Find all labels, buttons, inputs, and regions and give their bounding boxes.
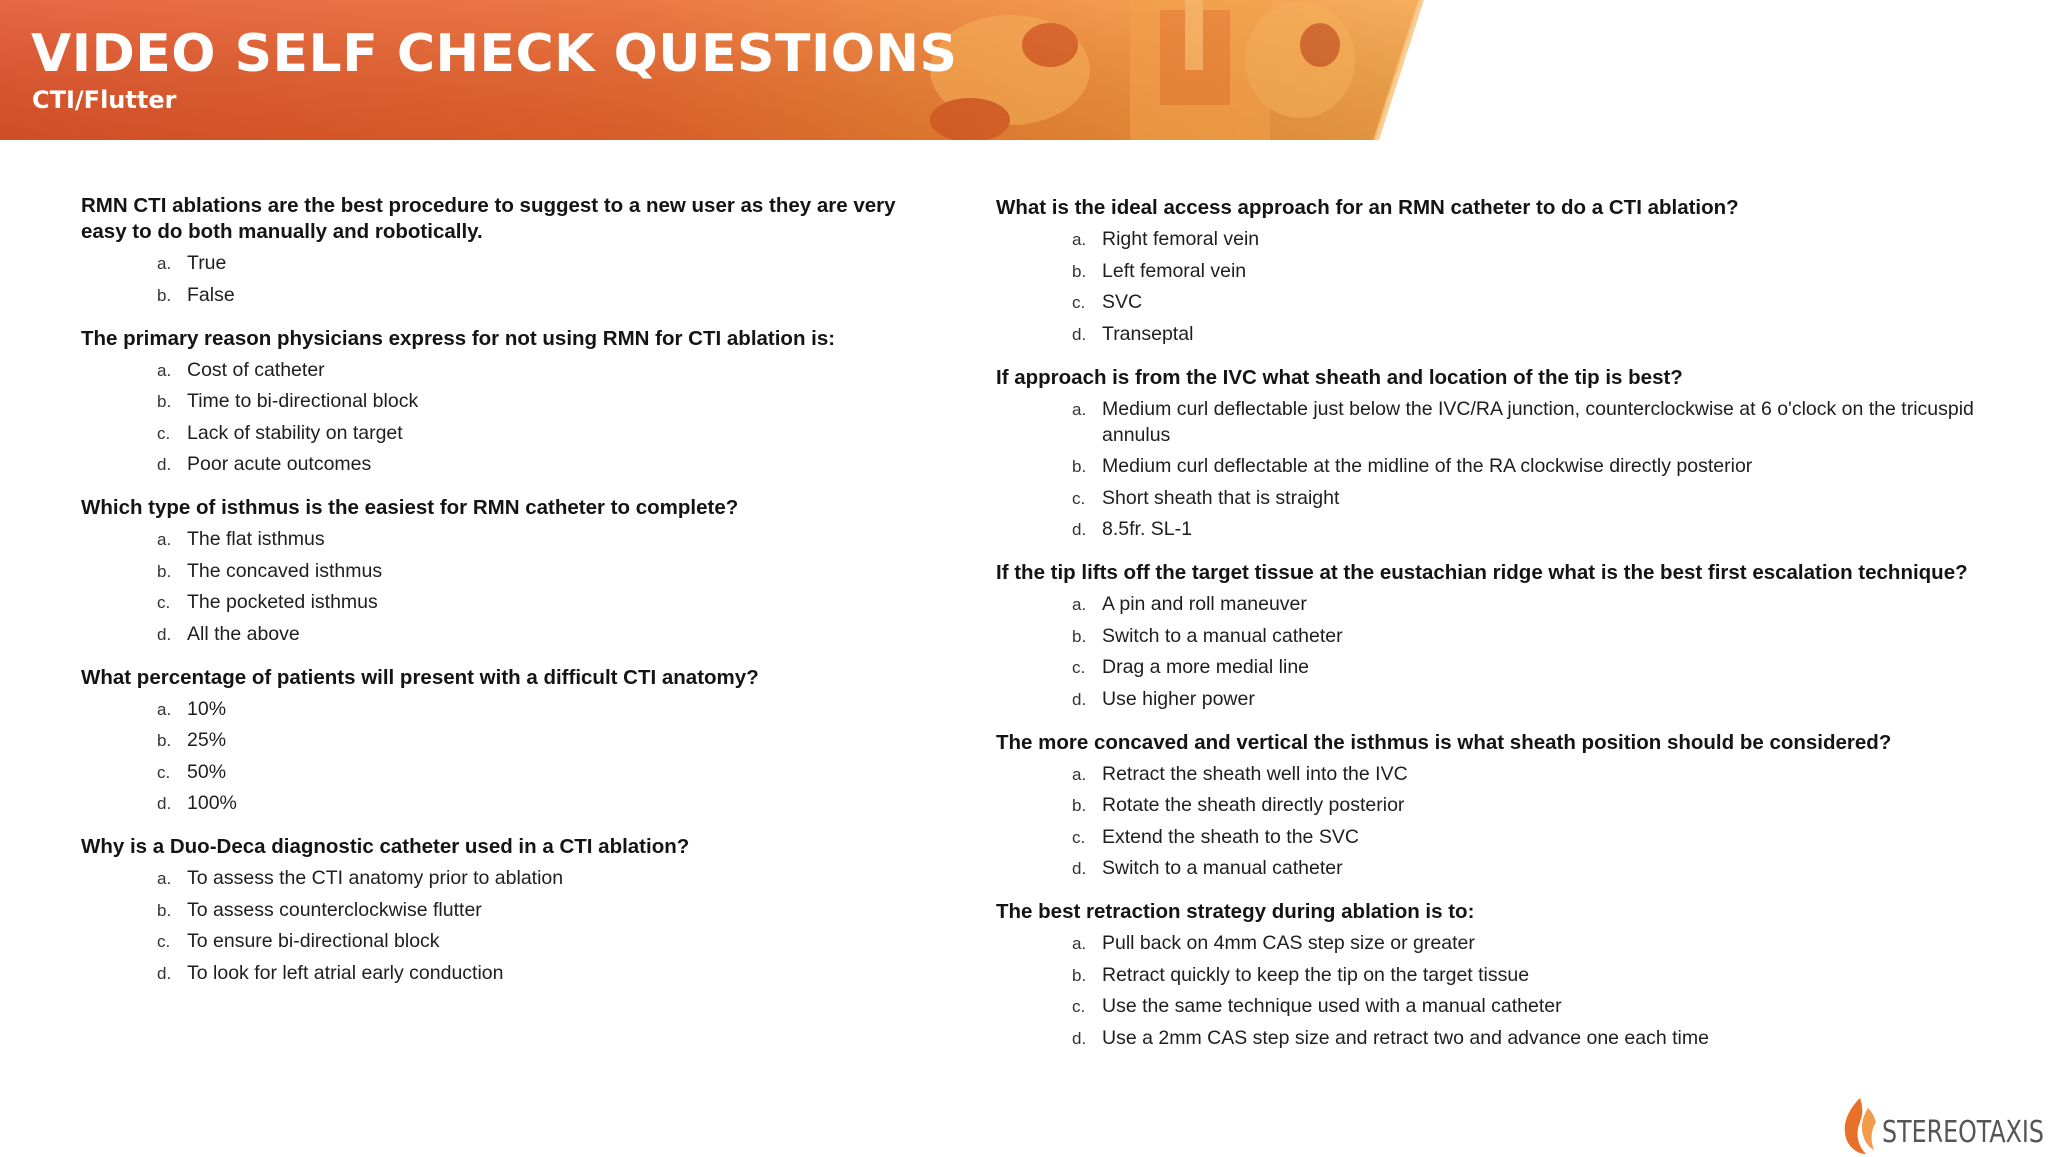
answer-option	[81, 589, 901, 615]
answer-option	[81, 282, 901, 308]
option-letter: a.	[157, 869, 172, 888]
answer-option	[996, 516, 1976, 542]
option-text: To ensure bi-directional block	[187, 930, 440, 952]
option-text: The concaved isthmus	[187, 559, 383, 582]
answer-option	[996, 855, 1976, 881]
option-letter: c.	[157, 932, 171, 951]
question-block	[996, 899, 1976, 1051]
option-letter: c.	[1072, 658, 1086, 677]
option-letter: d.	[1072, 689, 1087, 709]
answer-option	[81, 960, 901, 986]
answer-options-list	[996, 396, 1976, 543]
option-letter: a.	[157, 699, 172, 719]
answer-option	[81, 928, 901, 954]
answer-option	[996, 289, 1976, 315]
answer-options-list	[81, 357, 901, 478]
option-letter: c.	[1072, 997, 1086, 1016]
answer-option	[81, 420, 901, 446]
answer-option	[81, 696, 901, 722]
option-text: Short sheath that is straight	[1102, 486, 1340, 509]
option-text: Switch to a manual catheter	[1102, 857, 1343, 879]
option-letter: c.	[157, 593, 171, 612]
option-text: SVC	[1102, 291, 1143, 313]
answer-option	[81, 621, 901, 647]
option-text: Retract quickly to keep the tip on the target tissue	[1102, 963, 1530, 986]
question-text: If the tip lifts off the target tissue at the eustachian ridge what is the best first escalation technique?	[996, 561, 1968, 584]
answer-option	[996, 792, 1976, 818]
option-text: Use higher power	[1102, 687, 1255, 710]
option-text: 50%	[187, 760, 227, 783]
answer-option	[996, 396, 1976, 448]
answer-options-list	[996, 591, 1976, 712]
option-letter: b.	[1072, 965, 1087, 985]
answer-option	[81, 865, 901, 891]
header-banner	[0, 0, 2048, 140]
option-letter: d.	[157, 624, 172, 644]
option-text: False	[187, 283, 235, 306]
question-text: Which type of isthmus is the easiest for RMN catheter to complete?	[81, 496, 739, 519]
option-text: Drag a more medial line	[1102, 656, 1310, 678]
option-letter: c.	[157, 423, 171, 443]
option-letter: c.	[157, 762, 171, 782]
option-letter: a.	[1072, 934, 1087, 953]
left-question-column	[81, 193, 901, 1004]
answer-option	[996, 226, 1976, 252]
option-text: A pin and roll maneuver	[1102, 593, 1307, 615]
question-text: RMN CTI ablations are the best procedure to suggest to a new user as they are very easy to do both manually and robotically.	[81, 194, 896, 243]
option-text: Use the same technique used with a manual catheter	[1102, 995, 1562, 1017]
option-text: To look for left atrial early conduction	[187, 961, 504, 984]
answer-options-list	[996, 226, 1976, 347]
question-block	[81, 834, 901, 986]
page-title: VIDEO SELF CHECK QUESTIONS	[31, 24, 958, 84]
answer-option	[996, 930, 1976, 956]
option-letter: b.	[1072, 457, 1087, 476]
answer-option	[996, 453, 1976, 479]
option-text: Poor acute outcomes	[187, 453, 372, 475]
option-text: Rotate the sheath directly posterior	[1102, 794, 1405, 816]
option-text: Pull back on 4mm CAS step size or greater	[1102, 932, 1475, 954]
answer-option	[81, 897, 901, 923]
answer-option	[996, 654, 1976, 680]
option-letter: d.	[1072, 1028, 1087, 1048]
question-block	[81, 665, 901, 817]
answer-option	[81, 250, 901, 276]
option-letter: b.	[157, 731, 172, 750]
answer-option	[81, 388, 901, 414]
answer-option	[81, 451, 901, 477]
option-text: True	[187, 252, 227, 274]
answer-option	[81, 558, 901, 584]
option-letter: d.	[157, 455, 172, 474]
answer-option	[81, 526, 901, 552]
option-letter: a.	[1072, 595, 1087, 614]
option-text: 25%	[187, 729, 227, 751]
page-subtitle: CTI/Flutter	[32, 86, 177, 114]
flame-icon	[1845, 1098, 1876, 1154]
option-letter: a.	[157, 530, 172, 549]
answer-options-list	[996, 761, 1976, 882]
question-block	[996, 365, 1976, 543]
option-text: To assess counterclockwise flutter	[187, 898, 482, 921]
option-text: Cost of catheter	[187, 358, 325, 381]
option-letter: c.	[1072, 293, 1086, 312]
option-text: Right femoral vein	[1102, 228, 1260, 250]
option-letter: b.	[157, 392, 172, 411]
option-letter: a.	[1072, 764, 1087, 784]
option-letter: d.	[157, 963, 172, 983]
option-text: Medium curl deflectable at the midline of the RA clockwise directly posterior	[1102, 455, 1753, 477]
question-text: What is the ideal access approach for an RMN catheter to do a CTI ablation?	[996, 196, 1739, 219]
answer-option	[996, 591, 1976, 617]
option-letter: b.	[1072, 796, 1087, 815]
question-text: If approach is from the IVC what sheath and location of the tip is best?	[996, 365, 1683, 389]
question-block	[81, 193, 901, 308]
answer-options-list	[81, 865, 901, 986]
option-letter: a.	[157, 360, 172, 380]
answer-option	[996, 623, 1976, 649]
answer-option	[81, 727, 901, 753]
answer-option	[996, 1025, 1976, 1051]
option-letter: a.	[1072, 230, 1087, 249]
option-letter: d.	[157, 794, 172, 813]
option-letter: b.	[1072, 261, 1087, 281]
question-text: The more concaved and vertical the isthmus is what sheath position should be considered?	[996, 730, 1892, 754]
answer-option	[81, 790, 901, 816]
answer-options-list	[81, 526, 901, 647]
question-block	[81, 326, 901, 478]
option-letter: a.	[1072, 399, 1087, 419]
answer-options-list	[81, 250, 901, 308]
question-block	[996, 560, 1976, 712]
option-text: Extend the sheath to the SVC	[1102, 825, 1359, 848]
question-block	[996, 730, 1976, 882]
question-text: Why is a Duo-Deca diagnostic catheter used in a CTI ablation?	[81, 835, 690, 858]
option-text: The flat isthmus	[187, 528, 325, 550]
option-text: To assess the CTI anatomy prior to ablation	[187, 867, 564, 889]
option-letter: c.	[1072, 488, 1086, 508]
option-letter: b.	[157, 900, 172, 920]
option-letter: b.	[157, 561, 172, 581]
answer-option	[81, 759, 901, 785]
answer-option	[996, 485, 1976, 511]
answer-option	[996, 962, 1976, 988]
option-letter: d.	[1072, 520, 1087, 539]
option-letter: b.	[1072, 626, 1087, 646]
question-text: The best retraction strategy during ablation is to:	[996, 900, 1475, 923]
question-text: The primary reason physicians express for not using RMN for CTI ablation is:	[81, 326, 836, 350]
option-text: 10%	[187, 697, 227, 720]
answer-option	[996, 993, 1976, 1019]
option-text: Switch to a manual catheter	[1102, 624, 1343, 647]
option-text: All the above	[187, 622, 300, 645]
option-letter: a.	[157, 254, 172, 273]
answer-option	[996, 258, 1976, 284]
answer-options-list	[996, 930, 1976, 1051]
option-letter: b.	[157, 285, 172, 305]
stereotaxis-logo	[1838, 1092, 2048, 1156]
option-letter: d.	[1072, 859, 1087, 878]
question-text: What percentage of patients will present with a difficult CTI anatomy?	[81, 665, 759, 689]
option-letter: d.	[1072, 324, 1087, 344]
logo-text: STEREOTAXIS	[1882, 1115, 2044, 1150]
option-text: The pocketed isthmus	[187, 591, 378, 613]
option-text: 100%	[187, 792, 237, 814]
option-text: Time to bi-directional block	[187, 390, 419, 412]
option-text: Transeptal	[1102, 322, 1194, 345]
option-text: Left femoral vein	[1102, 259, 1247, 282]
option-letter: c.	[1072, 827, 1086, 847]
option-text: Lack of stability on target	[187, 421, 403, 444]
question-block	[81, 495, 901, 647]
answer-option	[996, 686, 1976, 712]
answer-option	[996, 321, 1976, 347]
answer-option	[81, 357, 901, 383]
right-question-column	[996, 195, 1976, 1069]
option-text: Medium curl deflectable just below the IVC/RA junction, counterclockwise at 6 o'clock on the tricuspid annulus	[1102, 397, 1974, 446]
option-text: Use a 2mm CAS step size and retract two and advance one each time	[1102, 1026, 1709, 1049]
answer-option	[996, 824, 1976, 850]
option-text: Retract the sheath well into the IVC	[1102, 762, 1408, 785]
answer-options-list	[81, 696, 901, 817]
answer-option	[996, 761, 1976, 787]
question-block	[996, 195, 1976, 347]
option-text: 8.5fr. SL-1	[1102, 518, 1192, 540]
